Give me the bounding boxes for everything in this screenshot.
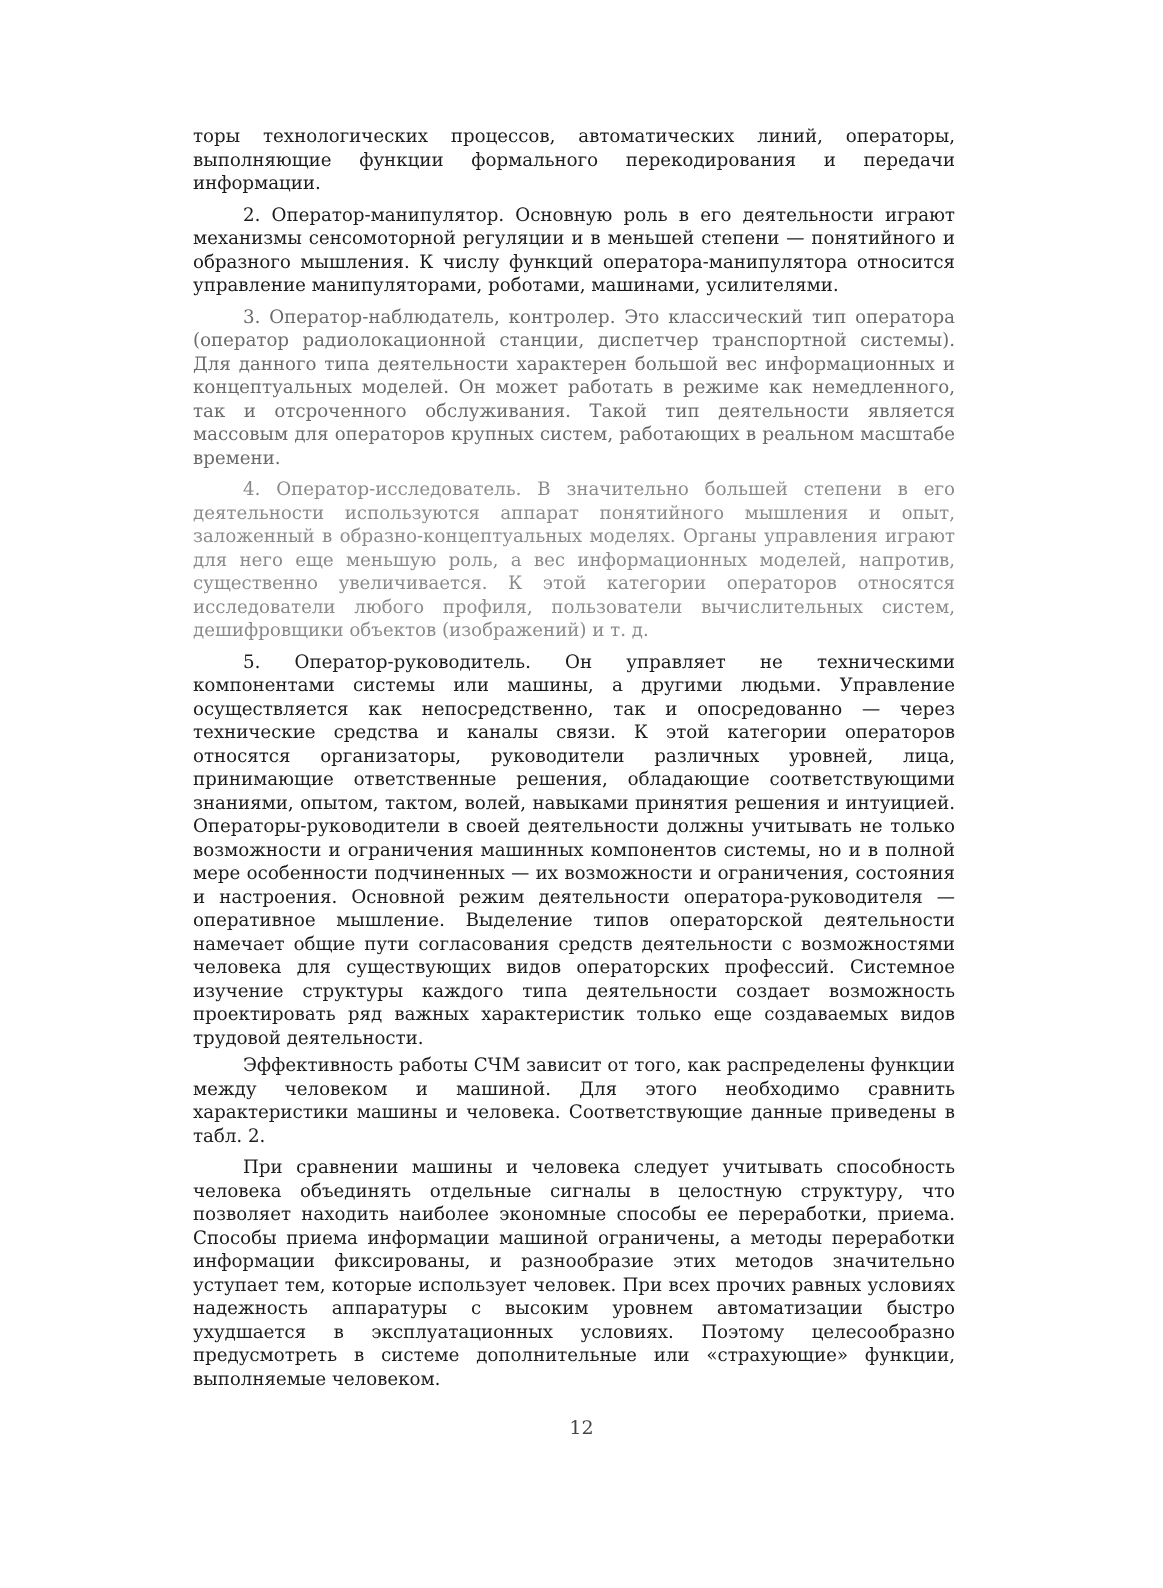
paragraph-comparison: При сравнении машины и человека следует учитывать способность человека объединять отдельные сигналы в целостную структуру, что позволяет находить наиболее экономные способы ее переработки, приема. Способы приема информации машиной ограничены, а методы переработки информации фиксированы, и разнообразие этих методов значительно уступает тем, которые использует человек. При всех прочих равных условиях надежность аппаратуры с высоким уровнем автоматизации быстро ухудшается в эксплуатационных условиях. Поэтому целесообразно предусмотреть в системе дополнительные или «страхующие» функции, выполняемые человеком. [193,1157,955,1390]
paragraph-operator-manipulator: 2. Оператор-манипулятор. Основную роль в его деятельности играют механизмы сенсомоторной регуляции и в меньшей степени — понятийного и образного мышления. К числу функций оператора-манипулятора относится управление манипуляторами, роботами, машинами, усилителями. [193,204,955,296]
paragraph-efficiency: Эффективность работы СЧМ зависит от того, как распределены функции между человеком и машиной. Для этого необходимо сравнить характеристики машины и человека. Соответствующие данные приведены в табл. 2. [193,1055,955,1147]
page-text [193,125,955,1391]
paragraph-operator-researcher: 4. Оператор-исследователь. В значительно большей степени в его деятельности используются аппарат понятийного мышления и опыт, заложенный в образно-концептуальных моделях. Органы управления играют для него еще меньшую роль, а вес информационных моделей, напротив, существенно увеличивается. К этой категории операторов относятся исследователи любого профиля, пользователи вычислительных систем, дешифровщики объектов (изображений) и т. д. [193,479,955,641]
page-number: 12 [569,1417,594,1439]
paragraph-continuation: торы технологических процессов, автоматических линий, операторы, выполняющие функции формального перекодирования и передачи информации. [193,126,955,194]
paragraph-operator-observer: 3. Оператор-наблюдатель, контролер. Это классический тип оператора (оператор радиолокационной станции, диспетчер транспортной системы). Для данного типа деятельности характерен большой вес информационных и концептуальных моделей. Он может работать в режиме как немедленного, так и отсроченного обслуживания. Такой тип деятельности является массовым для операторов крупных систем, работающих в реальном масштабе времени. [193,306,955,469]
paragraph-operator-manager: 5. Оператор-руководитель. Он управляет не техническими компонентами системы или машины, а другими людьми. Управление осуществляется как непосредственно, так и опосредованно — через технические средства и каналы связи. К этой категории операторов относятся организаторы, руководители различных уровней, лица, принимающие ответственные решения, обладающие соответствующими знаниями, опытом, тактом, волей, навыками принятия решения и интуицией. Операторы-руководители в своей деятельности должны учитывать не только возможности и ограничения машинных компонентов системы, но и в полной мере особенности подчиненных — их возможности и ограничения, состояния и настроения. Основной режим деятельности оператора-руководителя — оперативное мышление. Выделение типов операторской деятельности намечает общие пути согласования средств деятельности с возможностями человека для существующих видов операторских профессий. Системное изучение структуры каждого типа деятельности создает возможность проектировать ряд важных характеристик только еще создаваемых видов трудовой деятельности. [193,651,955,1049]
